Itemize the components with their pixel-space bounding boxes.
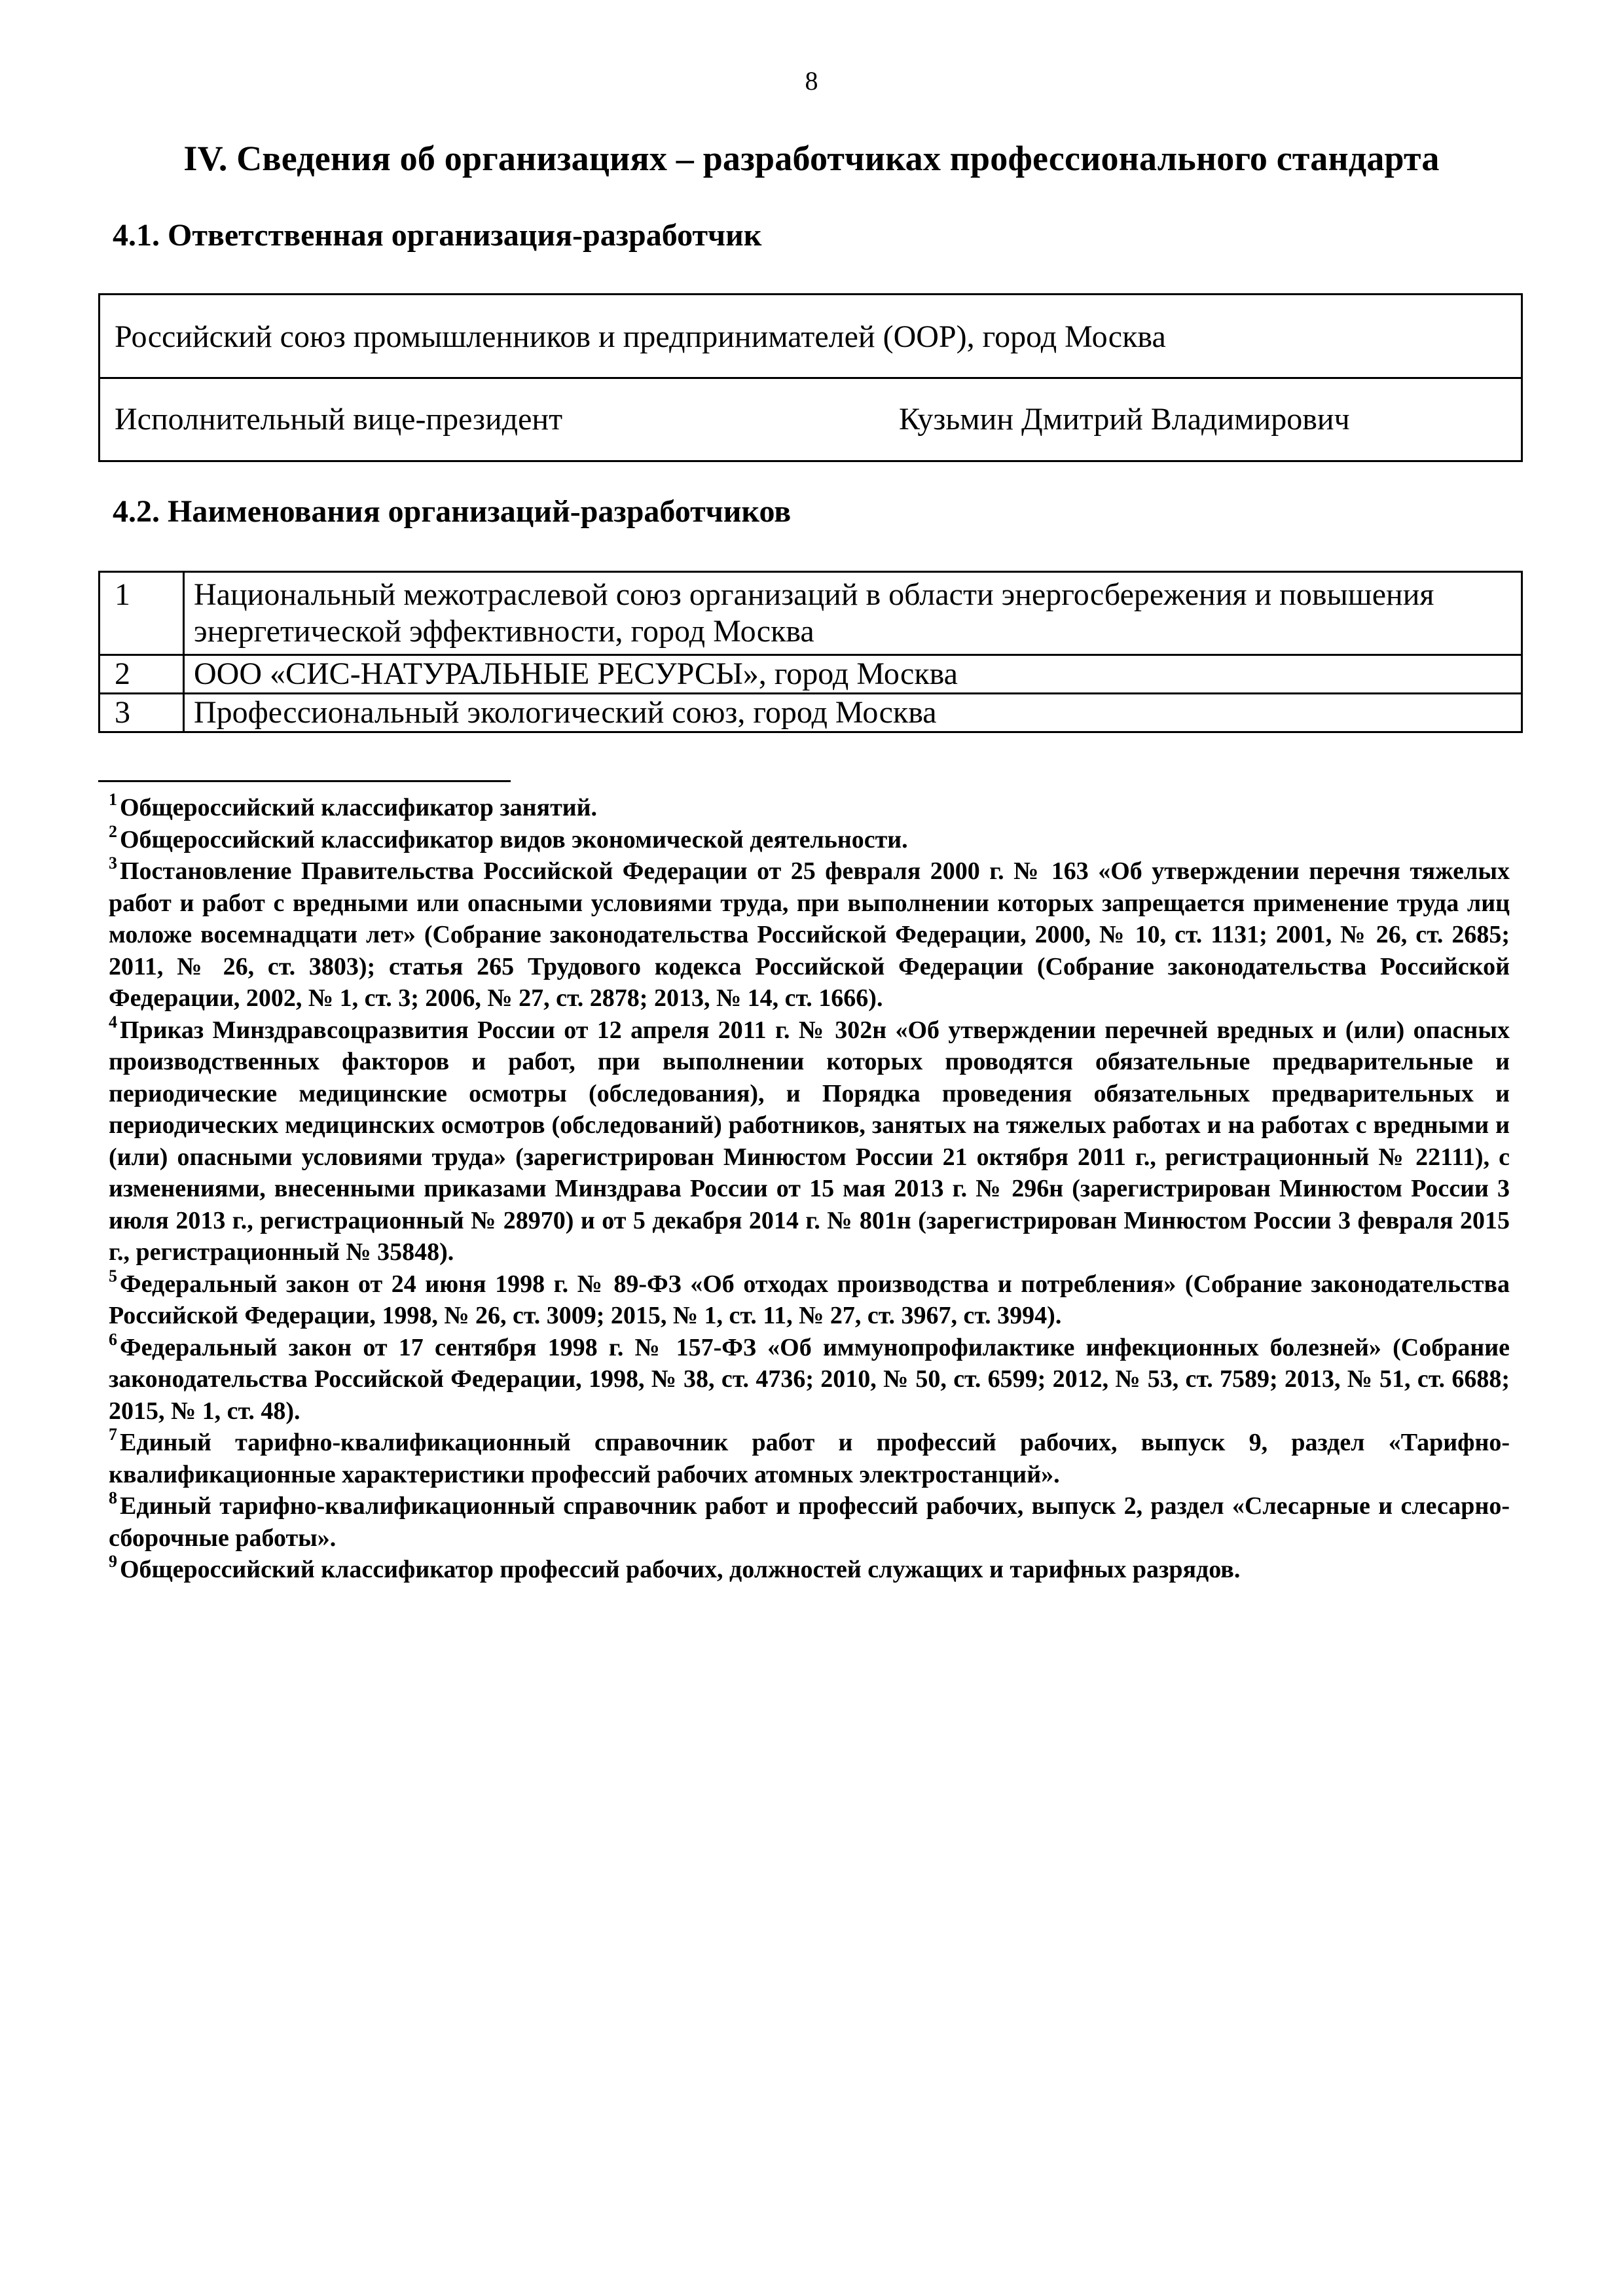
- footnote-mark: 1: [109, 790, 117, 809]
- developers-heading: 4.2. Наименования организаций-разработчиков: [113, 494, 792, 529]
- footnote-text: Общероссийский классификатор занятий.: [120, 794, 598, 821]
- responsible-person-row: [100, 379, 1521, 460]
- footnotes: [109, 792, 1510, 1586]
- footnote: [109, 855, 1510, 1014]
- developer-name: Национальный межотраслевой союз организаций в области энергосбережения и повышения энергетической эффективности, город Москва: [184, 572, 1522, 655]
- page-number: 8: [805, 66, 818, 96]
- table-row: [100, 572, 1522, 655]
- footnote-mark: 9: [109, 1552, 117, 1571]
- developer-name: Профессиональный экологический союз, город Москва: [184, 694, 1522, 732]
- table-row: [100, 655, 1522, 694]
- footnote: [109, 1427, 1510, 1490]
- responsible-org-row: [100, 295, 1521, 379]
- footnote-text: Федеральный закон от 17 сентября 1998 г. № 157-ФЗ «Об иммунопрофилактике инфекционных болезней» (Собрание законодательства Российской Федерации, 1998, № 38, ст. 4736; 2010, № 50, ст. 6599; 2012, № 53, ст. 7589; 2013, № 51, ст. 6688; 2015, № 1, ст. 48).: [109, 1333, 1510, 1425]
- responsible-org-table: [98, 293, 1523, 462]
- developers-table: [98, 571, 1523, 733]
- developer-name: ООО «СИС-НАТУРАЛЬНЫЕ РЕСУРСЫ», город Москва: [184, 655, 1522, 694]
- table-row: [100, 694, 1522, 732]
- footnote-mark: 3: [109, 853, 117, 872]
- footnote-text: Общероссийский классификатор видов экономической деятельности.: [120, 825, 908, 853]
- footnote: [109, 1329, 1510, 1427]
- responsible-org-name: Российский союз промышленников и предпринимателей (ООР), город Москва: [115, 319, 1166, 354]
- footnote: [109, 1268, 1510, 1332]
- footnote: [109, 1554, 1510, 1586]
- section-title: IV. Сведения об организациях – разработчиках профессионального стандарта: [183, 139, 1440, 178]
- footnote-text: Приказ Минздравсоцразвития России от 12 апреля 2011 г. № 302н «Об утверждении перечней вредных и (или) опасных производственных факторов и работ, при выполнении которых проводятся обязательные предварительные и периодические медицинские осмотры (обследования), и Порядка проведения обязательных предварительных и периодических медицинских осмотров (обследований) работников, занятых на тяжелых работах и на работах с вредными и (или) опасными условиями труда» (зарегистрирован Минюстом России 21 октября 2011 г., регистрационный № 22111), с изменениями, внесенными приказами Минздрава России от 15 мая 2013 г. № 296н (зарегистрирован Минюстом России 3 июля 2013 г., регистрационный № 28970) и от 5 декабря 2014 г. № 801н (зарегистрирован Минюстом России 3 февраля 2015 г., регистрационный № 35848).: [109, 1016, 1510, 1266]
- footnote: [109, 1014, 1510, 1268]
- footnote-mark: 7: [109, 1425, 117, 1444]
- responsible-org-heading: 4.1. Ответственная организация-разработчик: [113, 218, 762, 253]
- row-number: 2: [100, 655, 184, 694]
- footnote-mark: 5: [109, 1266, 117, 1285]
- row-number: 1: [100, 572, 184, 655]
- footnote-text: Единый тарифно-квалификационный справочник работ и профессий рабочих, выпуск 2, раздел «Слесарные и слесарно-сборочные работы».: [109, 1492, 1510, 1552]
- footnote: [109, 1490, 1510, 1554]
- footnote-mark: 4: [109, 1012, 117, 1031]
- footnote-text: Общероссийский классификатор профессий рабочих, должностей служащих и тарифных разрядов.: [120, 1556, 1241, 1583]
- row-number: 3: [100, 694, 184, 732]
- responsible-person-name: Кузьмин Дмитрий Владимирович: [899, 402, 1350, 437]
- footnote-text: Единый тарифно-квалификационный справочник работ и профессий рабочих, выпуск 9, раздел «Тарифно-квалификационные характеристики профессий рабочих атомных электростанций».: [109, 1429, 1510, 1488]
- footnote-mark: 6: [109, 1329, 117, 1349]
- footnote-text: Федеральный закон от 24 июня 1998 г. № 89-ФЗ «Об отходах производства и потребления» (Собрание законодательства Российской Федерации, 1998, № 26, ст. 3009; 2015, № 1, ст. 11, № 27, ст. 3967, ст. 3994).: [109, 1270, 1510, 1329]
- footnote-mark: 2: [109, 821, 117, 841]
- footnote: [109, 821, 1510, 856]
- footnote-separator: [98, 780, 511, 782]
- responsible-position: Исполнительный вице-президент: [115, 402, 563, 437]
- footnote-mark: 8: [109, 1488, 117, 1507]
- footnote-text: Постановление Правительства Российской Федерации от 25 февраля 2000 г. № 163 «Об утверждении перечня тяжелых работ и работ с вредными или опасными условиями труда, при выполнении которых запрещается применение труда лиц моложе восемнадцати лет» (Собрание законодательства Российской Федерации, 2000, № 10, ст. 1131; 2001, № 26, ст. 2685; 2011, № 26, ст. 3803); статья 265 Трудового кодекса Российской Федерации (Собрание законодательства Российской Федерации, 2002, № 1, ст. 3; 2006, № 27, ст. 2878; 2013, № 14, ст. 1666).: [109, 857, 1510, 1012]
- footnote: [109, 792, 1510, 824]
